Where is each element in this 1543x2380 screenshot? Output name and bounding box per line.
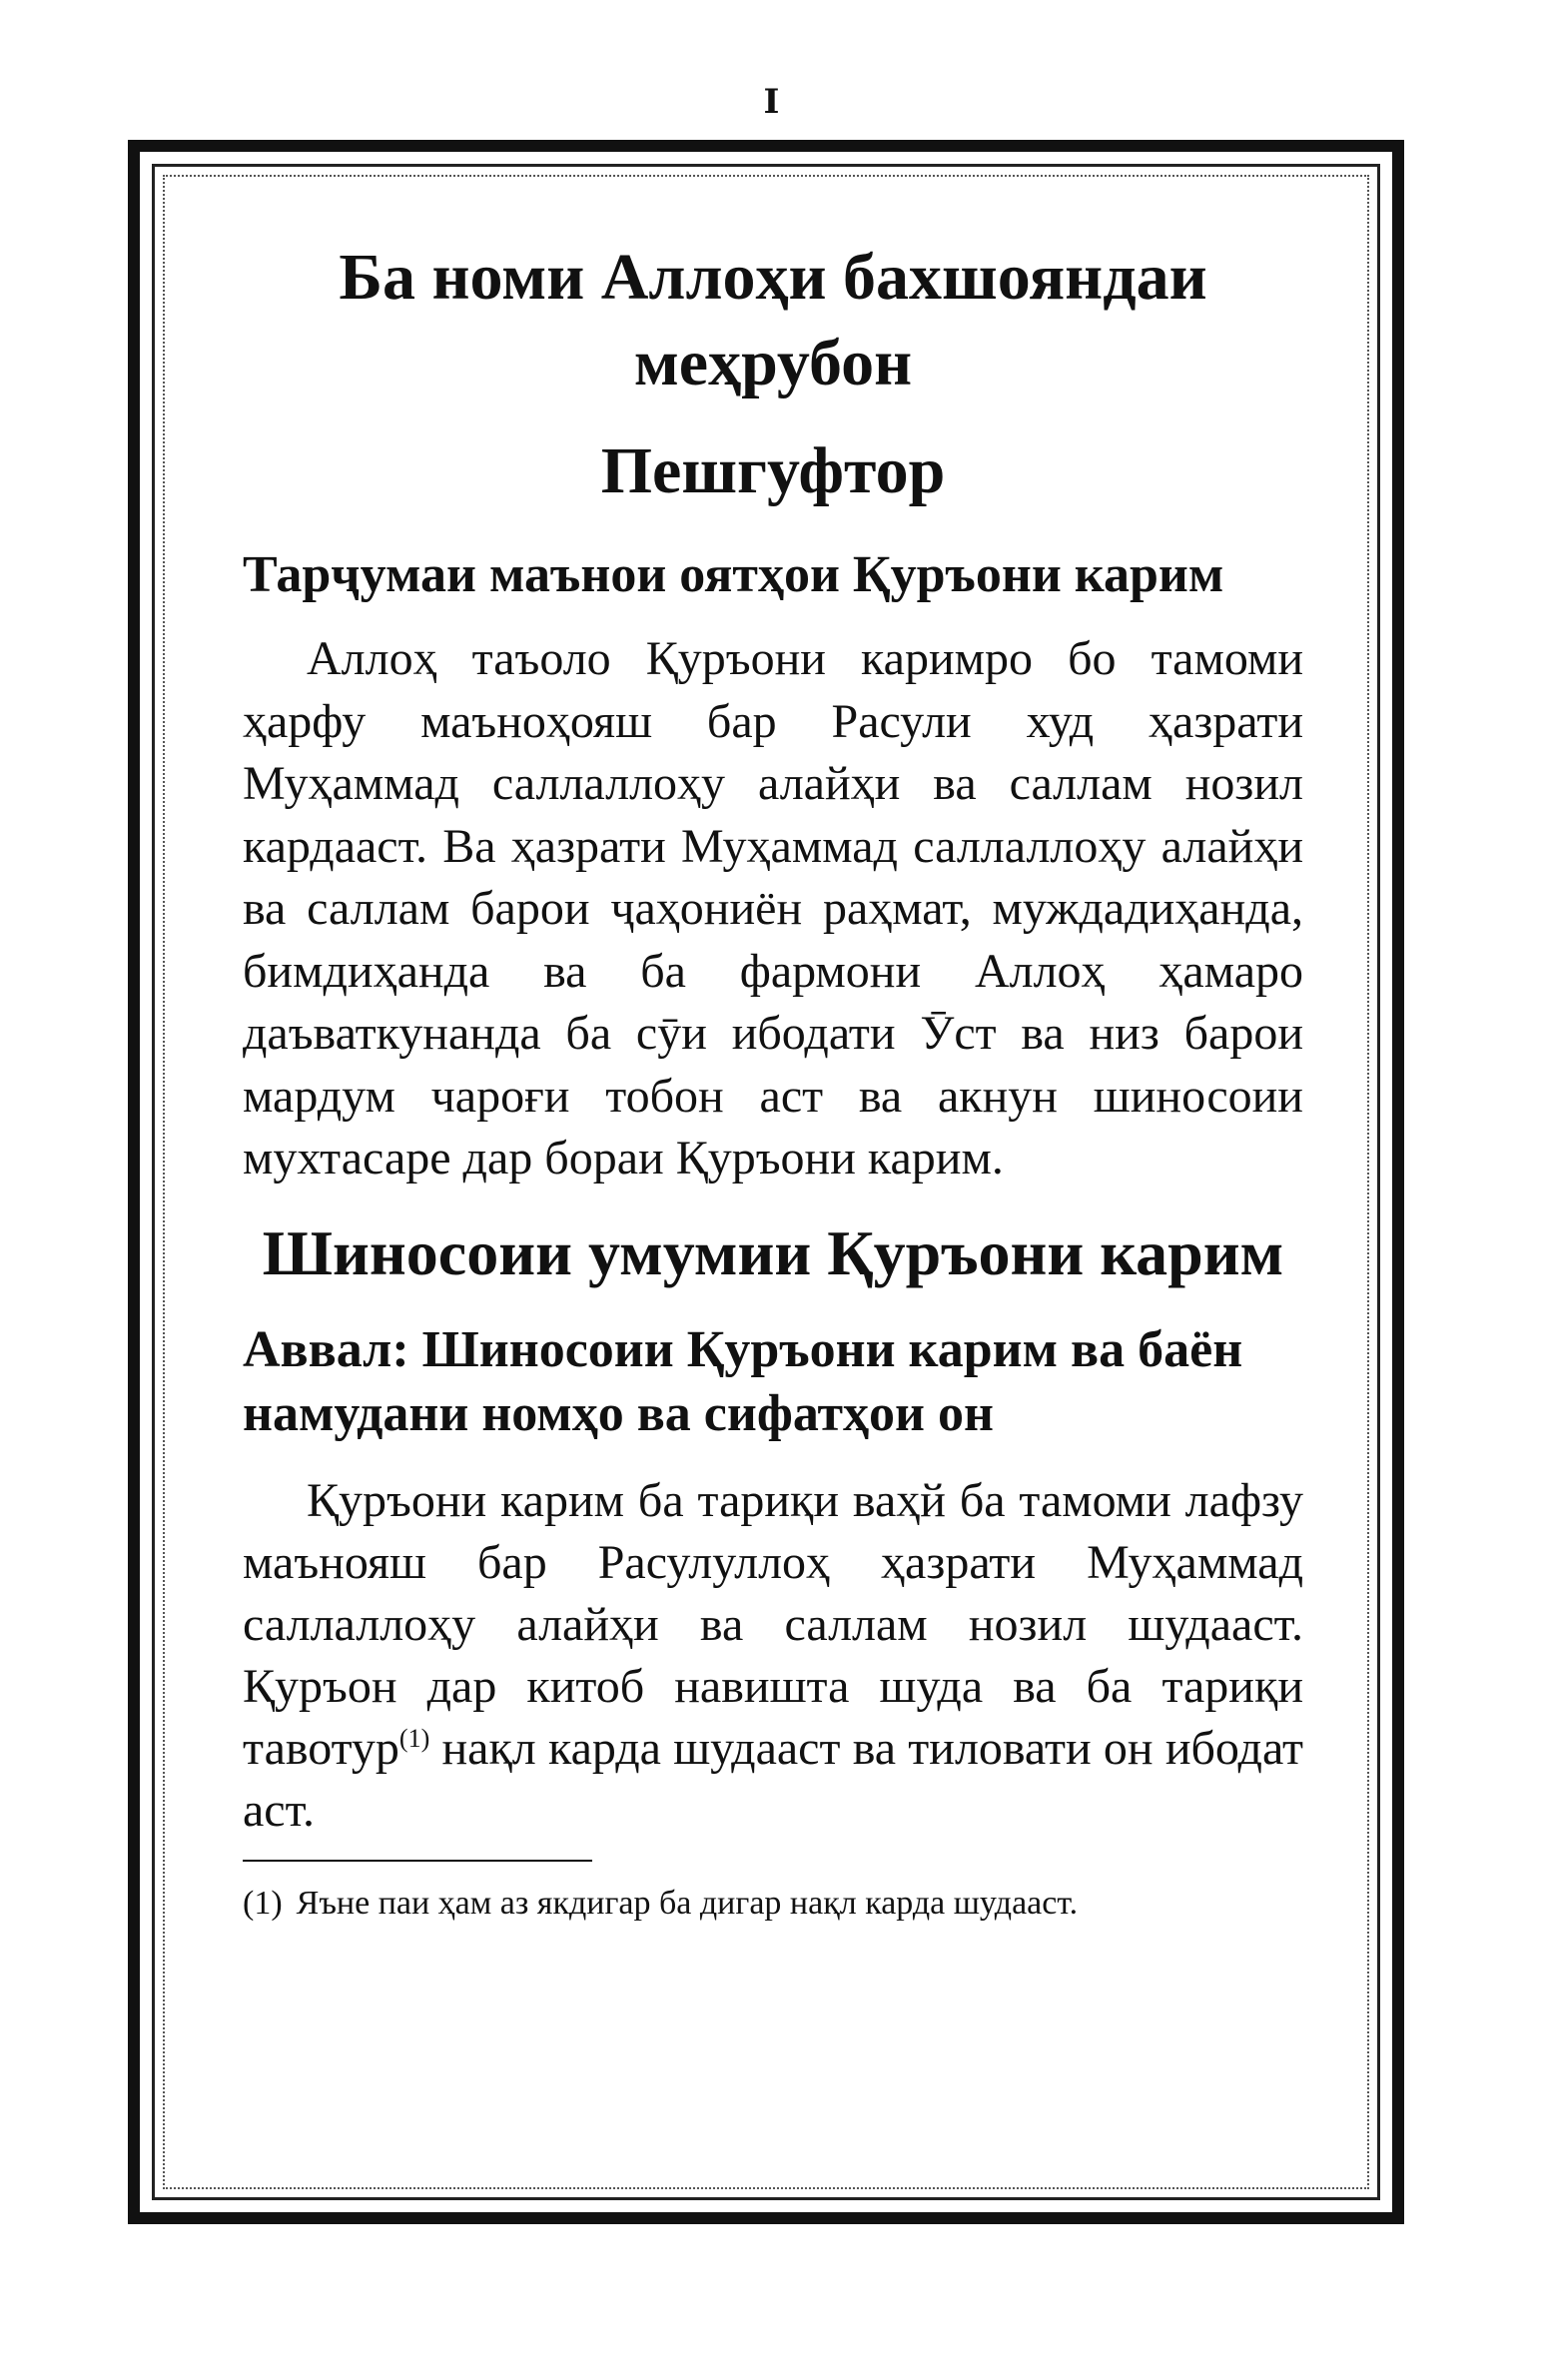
preface-title: Пешгуфтор	[600, 434, 946, 507]
footnote-reference[interactable]: (1)	[398, 1723, 430, 1753]
section-title: Шиносоии умумии Қуръони карим	[262, 1216, 1284, 1288]
footnote	[243, 1882, 1303, 1926]
footnote-text: Яъне паи ҳам аз якдигар ба дигар нақл карда шудааст.	[296, 1884, 1079, 1922]
subheading-first: Аввал: Шиносоии Қуръони карим ва баён намудани номҳо ва сифатҳои он	[243, 1320, 1243, 1442]
footnote-divider	[243, 1860, 592, 1862]
paragraph-quran-text-before: Қуръони карим ба тариқи ваҳй ба тамоми лафзу маънояш бар Расулуллоҳ ҳазрати Муҳаммад саллаллоҳу алайҳи ва саллам нозил шудааст. Қуръон дар китоб навишта шуда ва ба тариқи тавотур	[243, 1473, 1303, 1775]
paragraph-quran	[243, 1470, 1303, 1842]
page-number: I	[763, 82, 780, 122]
basmala-title: Ба номи Аллоҳи бахшояндаи меҳрубон	[339, 241, 1207, 399]
footnote-mark: (1)	[243, 1884, 283, 1922]
paragraph-intro: Аллоҳ таъоло Қуръони каримро бо тамоми ҳарфу маъноҳояш бар Расули худ ҳазрати Муҳаммад саллаллоҳу алайҳи ва саллам нозил кардааст. Ва ҳазрати Муҳаммад саллаллоҳу алайҳи ва саллам барои ҷаҳониён раҳмат, муждадиҳанда, бимдиҳанда ва ба фармони Аллоҳ ҳамаро даъваткунанда ба сӯи ибодати Ӯст ва низ барои мардум чароғи тобон аст ва акнун шиносоии мухтасаре дар бораи Қуръони карим.	[243, 632, 1303, 1185]
page-content	[243, 235, 1303, 1926]
paragraph-quran-text-after: нақл карда шудааст ва тиловати он ибодат аст.	[243, 1721, 1303, 1837]
subheading-translation: Тарҷумаи маънои оятҳои Қуръони карим	[243, 546, 1224, 603]
